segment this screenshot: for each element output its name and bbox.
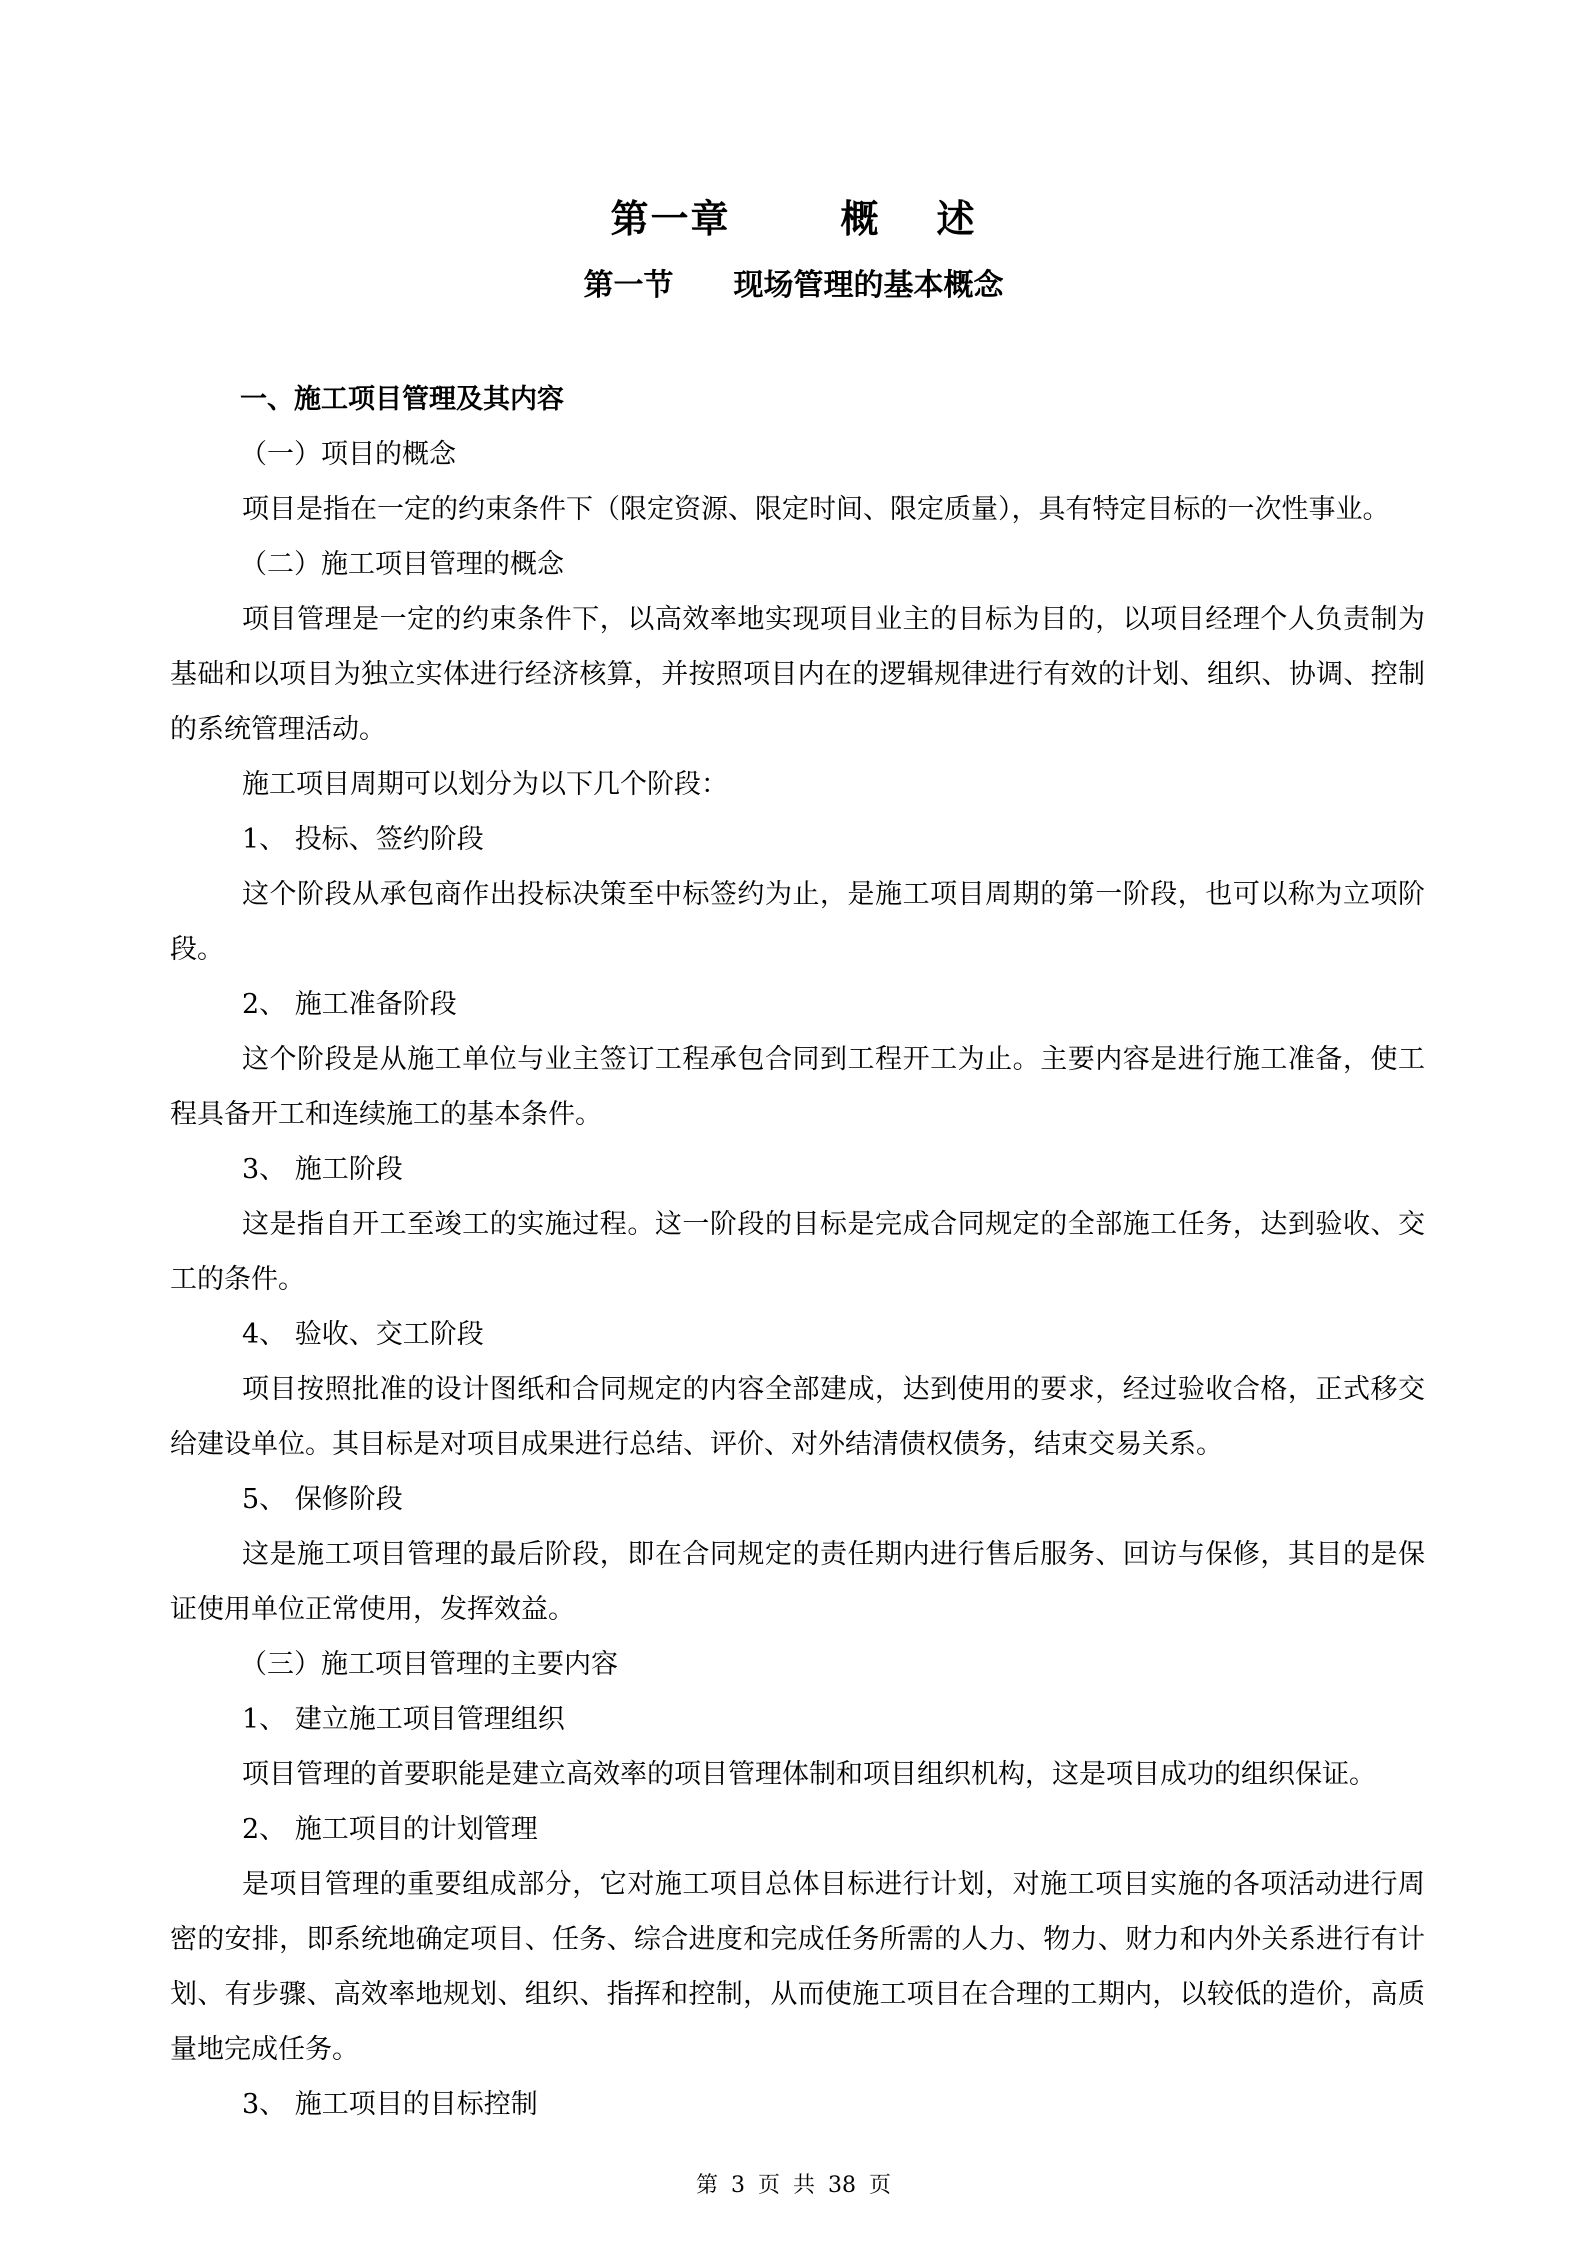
heading-level-3: 3、 施工阶段	[242, 1154, 403, 1185]
heading-level-3: 4、 验收、交工阶段	[242, 1319, 484, 1350]
chapter-title	[0, 188, 1587, 243]
section-number: 第一节	[583, 268, 674, 303]
page-footer: 第 3 页 共 38 页	[696, 2173, 891, 2198]
paragraph: 这是指自开工至竣工的实施过程。这一阶段的目标是完成合同规定的全部施工任务，达到验收、交工的条件。	[170, 1209, 1425, 1295]
heading-level-2: （一）项目的概念	[240, 439, 456, 470]
heading-level-1: 一、施工项目管理及其内容	[240, 384, 564, 415]
paragraph: 这个阶段是从施工单位与业主签订工程承包合同到工程开工为止。主要内容是进行施工准备，使工程具备开工和连续施工的基本条件。	[170, 1044, 1425, 1130]
heading-level-3: 1、 投标、签约阶段	[242, 824, 484, 855]
paragraph: 施工项目周期可以划分为以下几个阶段：	[242, 769, 728, 800]
section-title	[0, 260, 1587, 304]
paragraph: 项目管理是一定的约束条件下，以高效率地实现项目业主的目标为目的，以项目经理个人负责制为基础和以项目为独立实体进行经济核算，并按照项目内在的逻辑规律进行有效的计划、组织、协调、控制的系统管理活动。	[170, 604, 1425, 745]
section-heading: 现场管理的基本概念	[733, 268, 1004, 303]
heading-level-2: （二）施工项目管理的概念	[240, 549, 564, 580]
paragraph: 项目是指在一定的约束条件下（限定资源、限定时间、限定质量），具有特定目标的一次性事业。	[242, 494, 1390, 525]
heading-level-3: 1、 建立施工项目管理组织	[242, 1704, 565, 1735]
heading-level-2: （三）施工项目管理的主要内容	[240, 1649, 618, 1680]
heading-level-3: 2、 施工准备阶段	[242, 989, 457, 1020]
heading-level-3: 2、 施工项目的计划管理	[242, 1814, 538, 1845]
paragraph: 项目按照批准的设计图纸和合同规定的内容全部建成，达到使用的要求，经过验收合格，正式移交给建设单位。其目标是对项目成果进行总结、评价、对外结清债权债务，结束交易关系。	[170, 1374, 1425, 1460]
document-body	[170, 372, 1425, 2132]
chapter-title-part-2: 述	[936, 196, 977, 241]
paragraph: 是项目管理的重要组成部分，它对施工项目总体目标进行计划，对施工项目实施的各项活动进行周密的安排，即系统地确定项目、任务、综合进度和完成任务所需的人力、物力、财力和内外关系进行有计划、有步骤、高效率地规划、组织、指挥和控制，从而使施工项目在合理的工期内，以较低的造价，高质量地完成任务。	[170, 1869, 1425, 2065]
paragraph: 项目管理的首要职能是建立高效率的项目管理体制和项目组织机构，这是项目成功的组织保证。	[242, 1759, 1376, 1790]
chapter-title-part-1: 概	[840, 196, 881, 241]
paragraph: 这是施工项目管理的最后阶段，即在合同规定的责任期内进行售后服务、回访与保修，其目的是保证使用单位正常使用，发挥效益。	[170, 1539, 1425, 1625]
chapter-number: 第一章	[610, 196, 731, 241]
paragraph: 这个阶段从承包商作出投标决策至中标签约为止，是施工项目周期的第一阶段，也可以称为立项阶段。	[170, 879, 1425, 965]
heading-level-3: 3、 施工项目的目标控制	[242, 2089, 538, 2120]
heading-level-3: 5、 保修阶段	[242, 1484, 403, 1515]
